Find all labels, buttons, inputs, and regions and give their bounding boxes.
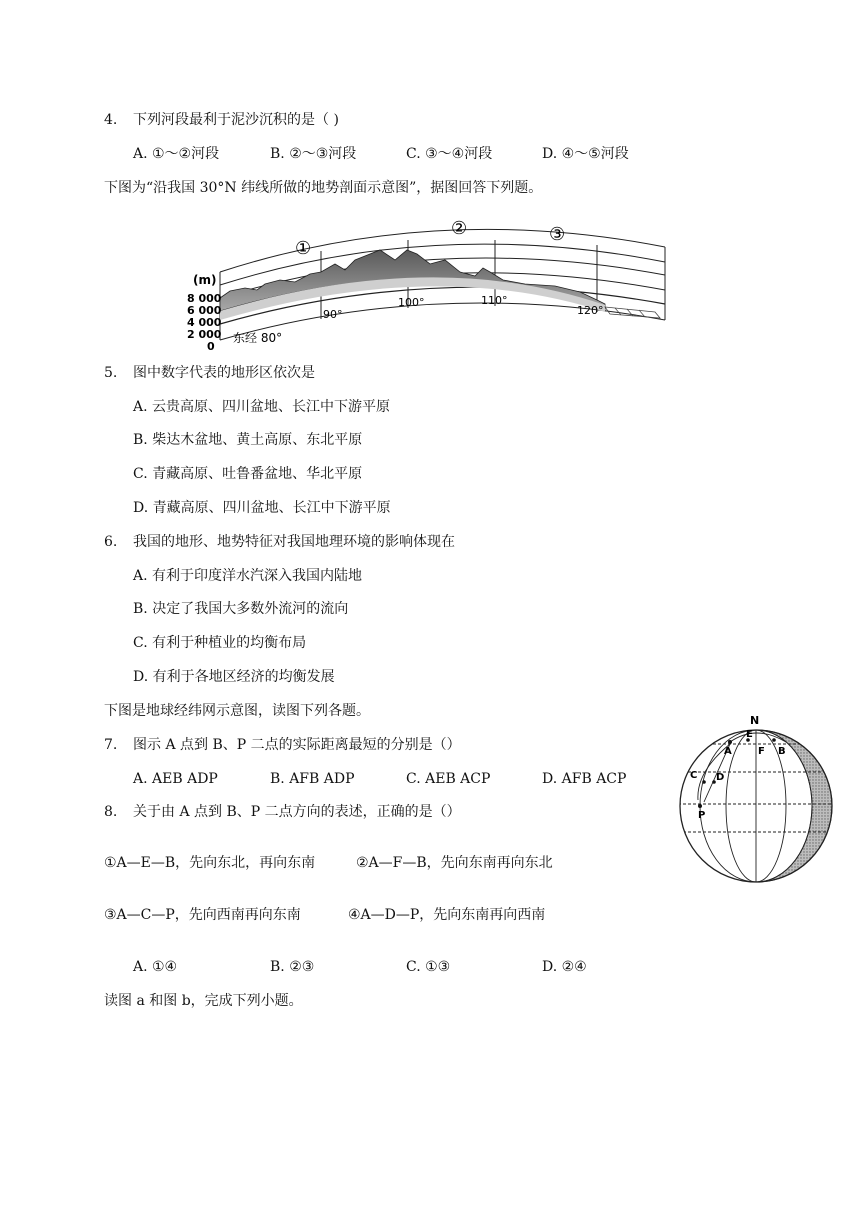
q8-statement-1: ①A—E—B，先向东北，再向东南: [104, 855, 316, 871]
elev-tick-8000: 8 000: [187, 292, 222, 305]
q5-option-c: C. 青藏高原、吐鲁番盆地、华北平原: [133, 466, 363, 482]
q8-stem: 关于由 A 点到 B、P 二点方向的表述，正确的是（）: [133, 804, 461, 820]
intro-figures-ab: 读图 a 和图 b，完成下列小题。: [104, 993, 303, 1009]
q5-option-a: A. 云贵高原、四川盆地、长江中下游平原: [133, 399, 391, 415]
region-marker-2: ②: [451, 218, 468, 239]
globe-label-a: A: [724, 746, 732, 757]
globe-label-f: F: [758, 746, 765, 757]
terrain-profile-figure: [185, 212, 675, 354]
q4-option-b: B. ②～③河段: [270, 146, 357, 162]
q6-stem: 我国的地形、地势特征对我国地理环境的影响体现在: [133, 534, 455, 550]
globe-label-c: C: [690, 770, 698, 781]
q8-option-a: A. ①④: [133, 959, 178, 975]
globe-graticule-figure: [668, 710, 844, 890]
lon-label-110: 110°: [481, 294, 508, 307]
q8-statement-3: ③A—C—P，先向西南再向东南: [104, 907, 301, 923]
q7-stem: 图示 A 点到 B、P 二点的实际距离最短的分别是（）: [133, 737, 461, 753]
globe-label-d: D: [716, 772, 725, 783]
intro-profile: 下图为“沿我国 30°N 纬线所做的地势剖面示意图”，据图回答下列题。: [104, 180, 543, 196]
profile-unit: (m): [193, 273, 217, 287]
globe-label-p: P: [698, 810, 706, 821]
q8-number: 8.: [104, 804, 118, 820]
q6-option-a: A. 有利于印度洋水汽深入我国内陆地: [133, 568, 363, 584]
elev-tick-4000: 4 000: [187, 316, 222, 329]
globe-label-e: E: [746, 729, 753, 740]
q8-option-b: B. ②③: [270, 959, 315, 975]
q6-number: 6.: [104, 534, 118, 550]
region-marker-3: ③: [549, 224, 566, 245]
q8-statement-4: ④A—D—P，先向东南再向西南: [348, 907, 546, 923]
q6-option-d: D. 有利于各地区经济的均衡发展: [133, 669, 335, 685]
q6-option-b: B. 决定了我国大多数外流河的流向: [133, 601, 349, 617]
q4-option-d: D. ④～⑤河段: [542, 146, 629, 162]
q7-option-c: C. AEB ACP: [406, 771, 491, 787]
q5-number: 5.: [104, 365, 118, 381]
q5-stem: 图中数字代表的地形区依次是: [133, 365, 315, 381]
globe-label-b: B: [778, 746, 786, 757]
elev-tick-6000: 6 000: [187, 304, 222, 317]
q4-number: 4.: [104, 112, 118, 128]
lon-label-100: 100°: [398, 296, 425, 309]
globe-label-n: N: [750, 714, 760, 727]
q7-option-d: D. AFB ACP: [542, 771, 627, 787]
q5-option-b: B. 柴达木盆地、黄土高原、东北平原: [133, 432, 363, 448]
q4-option-c: C. ③～④河段: [406, 146, 493, 162]
elev-tick-2000: 2 000: [187, 328, 222, 341]
lon-label-120: 120°: [577, 304, 604, 317]
q7-number: 7.: [104, 737, 118, 753]
q7-option-b: B. AFB ADP: [270, 771, 355, 787]
intro-globe: 下图是地球经纬网示意图，读图下列各题。: [104, 703, 370, 719]
lon-label-80: 东经 80°: [233, 331, 283, 345]
q4-option-a: A. ①～②河段: [133, 146, 220, 162]
q8-statement-2: ②A—F—B，先向东南再向东北: [356, 855, 553, 871]
q8-option-d: D. ②④: [542, 959, 587, 975]
elev-tick-0: 0: [207, 340, 215, 353]
q8-option-c: C. ①③: [406, 959, 451, 975]
q5-option-d: D. 青藏高原、四川盆地、长江中下游平原: [133, 500, 391, 516]
q6-option-c: C. 有利于种植业的均衡布局: [133, 635, 307, 651]
region-marker-1: ①: [295, 238, 312, 259]
q4-stem: 下列河段最利于泥沙沉积的是（ ): [133, 112, 339, 128]
lon-label-90: 90°: [323, 308, 343, 321]
q7-option-a: A. AEB ADP: [133, 771, 218, 787]
